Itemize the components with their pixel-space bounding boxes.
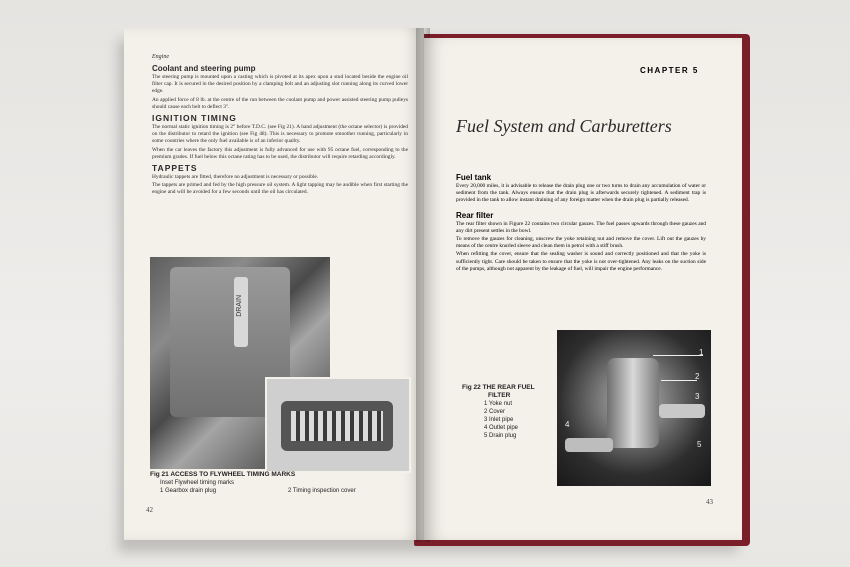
drain-text: DRAIN (236, 295, 243, 317)
section-heading-tappets: TAPPETS (152, 163, 198, 174)
paragraph: Hydraulic tappets are fitted, therefore no adjustment is necessary or possible. (152, 174, 319, 181)
callout-2: 2 (695, 372, 700, 381)
page-number-right: 43 (706, 498, 713, 506)
chapter-label: CHAPTER 5 (640, 66, 699, 75)
figure-21-inset-photo (265, 377, 411, 473)
paragraph: To remove the gauzes for cleaning, unscrew the yoke retaining nut and remove the cover. Lift out the gauzes by means of the centre knurled sleeve and clean them in petrol with a stiff brush. (456, 236, 706, 250)
paragraph: The steering pump is mounted upon a casting which is pivoted at its apex upon a stud located beside the engine oil filter cap. It is secured in the desired position by a clamping bolt and an adjusting slot running along its curved lower edge. (152, 74, 408, 95)
callout-line (661, 380, 697, 381)
figure-21-item-2: 2 Timing inspection cover (288, 488, 356, 494)
figure-22-item-3: 3 Inlet pipe (484, 417, 514, 423)
figure-22-item-4: 4 Outlet pipe (484, 425, 519, 431)
figure-21-item-1: 1 Gearbox drain plug (160, 488, 217, 494)
figure-22-item-2: 2 Cover (484, 409, 506, 415)
paragraph: Every 20,000 miles, it is advisable to release the drain plug one or two turns to drain any accumulation of water or sediment from the tank. Always ensure that the drain plug is afterwards securely tightened. A sediment trap is provided in the tank to allow instant draining of any foreign matter when the drain plug is partially released. (456, 183, 706, 204)
paragraph: The normal static ignition timing is 2° before T.D.C. (see Fig 21). A hand adjustment (the octane selector) is provided on the distributor to retard the ignition (see Fig 48). This is necessary to promote smoother running, particularly in some countries where the only fuel available is of an inferior quality. (152, 124, 408, 145)
section-heading-fuel-tank: Fuel tank (456, 173, 492, 182)
figure-21-label: Fig 21 ACCESS TO FLYWHEEL TIMING MARKS (150, 471, 296, 478)
callout-line (653, 355, 703, 356)
filter-body (607, 358, 659, 448)
flywheel-teeth (291, 411, 383, 441)
figure-22-label-2: FILTER (488, 392, 511, 399)
chapter-title: Fuel System and Carburetters (456, 116, 672, 136)
figure-22-caption (462, 384, 552, 440)
outlet-pipe-shape (565, 438, 613, 452)
figure-22-item-1: 1 Yoke nut (484, 401, 513, 407)
paragraph: The tappets are primed and fed by the high pressure oil system. A light tapping may be audible when first starting the engine and will be avoided for a few seconds until the oil has circulated. (152, 182, 408, 196)
right-text-block (456, 170, 706, 274)
paragraph: When refitting the cover, ensure that the sealing washer is sound and correctly positioned and that the yoke is sufficiently tight. Care should be taken to ensure that the yoke is not over-tightened. Any leaks on the suction side of the pumps, although not apparent by the leakage of fuel, will impair the engine performance. (456, 251, 706, 272)
section-heading-rear-filter: Rear filter (456, 210, 494, 220)
figure-22-item-5: 5 Drain plug (484, 433, 517, 439)
figure-21-caption (150, 471, 420, 495)
paragraph: The rear filter shown in Figure 22 contains two circular gauzes. The fuel passes upwards through these gauzes and any dirt present settles in the bowl. (456, 220, 706, 234)
callout-5: 5 (697, 440, 702, 449)
figure-21-inset-label: Inset Flywheel timing marks (160, 480, 235, 486)
section-heading-ignition: IGNITION TIMING (152, 113, 237, 124)
paragraph: When the car leaves the factory this adjustment is fully advanced for use with 95 octane fuel, corresponding to the premium grades. If fuel below this octane rating has to be used, the distributor will require retarding accordingly. (152, 146, 408, 160)
callout-4: 4 (565, 420, 570, 429)
section-heading-coolant: Coolant and steering pump (152, 64, 256, 73)
figure-22-photo (557, 330, 711, 486)
inlet-pipe-shape (659, 404, 705, 418)
drain-arrow-label (234, 277, 248, 347)
callout-3: 3 (695, 392, 700, 401)
paragraph: An applied force of 8 lb. at the centre of the run between the coolant pump and power assisted steering pump pulleys should cause each belt to deflect 3". (152, 96, 408, 110)
page-number-left: 42 (146, 506, 153, 514)
running-head: Engine (152, 54, 169, 60)
callout-1: 1 (699, 348, 704, 357)
figure-22-label-1: Fig 22 THE REAR FUEL (462, 384, 535, 391)
